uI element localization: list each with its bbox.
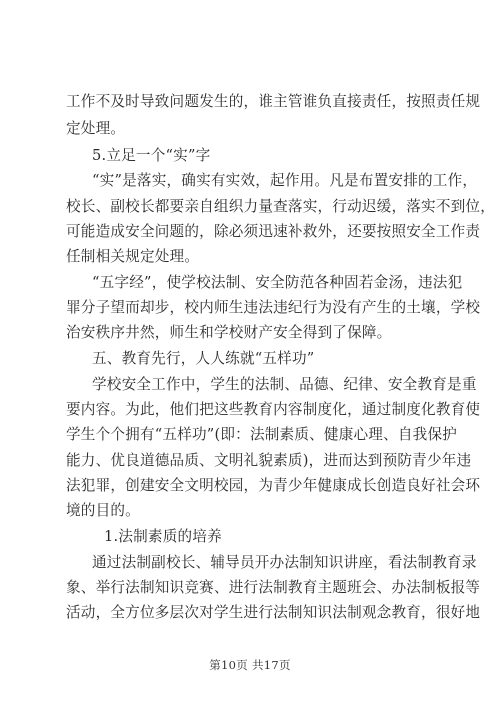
- body-text-line: 定处理。: [66, 120, 126, 137]
- body-text-line: “实”是落实，确实有实效，起作用。凡是布置安排的工作，: [92, 172, 478, 189]
- body-text-line: 罪分子望而却步，校内师生违法违纪行为没有产生的土壤，学校: [66, 299, 481, 316]
- body-text-line: 校长、副校长都要亲自组织力量查落实，行动迟缓，落实不到位，: [66, 198, 496, 215]
- body-text-line: 通过法制副校长、辅导员开办法制知识讲座，看法制教育录: [92, 554, 477, 571]
- body-text-line: 法犯罪，创建安全文明校园，为青少年健康成长创造良好社会环: [66, 477, 481, 494]
- body-text-line: 治安秩序井然，师生和学校财产安全得到了保障。: [66, 324, 392, 341]
- body-text-line: 境的目的。: [66, 502, 140, 519]
- section-heading: 5.立足一个“实”字: [92, 147, 211, 164]
- body-text-line: 学校安全工作中，学生的法制、品德、纪律、安全教育是重: [92, 376, 477, 393]
- body-text-line: 象、举行法制知识竞赛、进行法制教育主题班会、办法制板报等: [66, 579, 481, 596]
- body-text-line: “五字经”，使学校法制、安全防范各种固若金汤，违法犯: [92, 274, 463, 291]
- body-text-line: 学生个个拥有“五样功”(即：法制素质、健康心理、自我保护: [66, 426, 458, 443]
- body-text-line: 能力、优良道德品质、文明礼貌素质)，进而达到预防青少年违: [66, 452, 472, 469]
- body-text-line: 要内容。为此，他们把这些教育内容制度化，通过制度化教育使: [66, 401, 481, 418]
- body-text-line: 任制相关规定处理。: [66, 248, 200, 265]
- page-number-footer: 第10页 共17页: [209, 658, 291, 672]
- body-text-line: 工作不及时导致问题发生的，谁主管谁负直接责任，按照责任规: [66, 93, 481, 110]
- section-heading: 五、教育先行，人人练就“五样功”: [92, 350, 315, 367]
- body-text-line: 活动，全方位多层次对学生进行法制知识法制观念教育，很好地: [66, 604, 481, 621]
- section-heading: 1.法制素质的培养: [104, 528, 222, 545]
- body-text-line: 可能造成安全问题的，除必须迅速补救外，还要按照安全工作责: [66, 223, 481, 240]
